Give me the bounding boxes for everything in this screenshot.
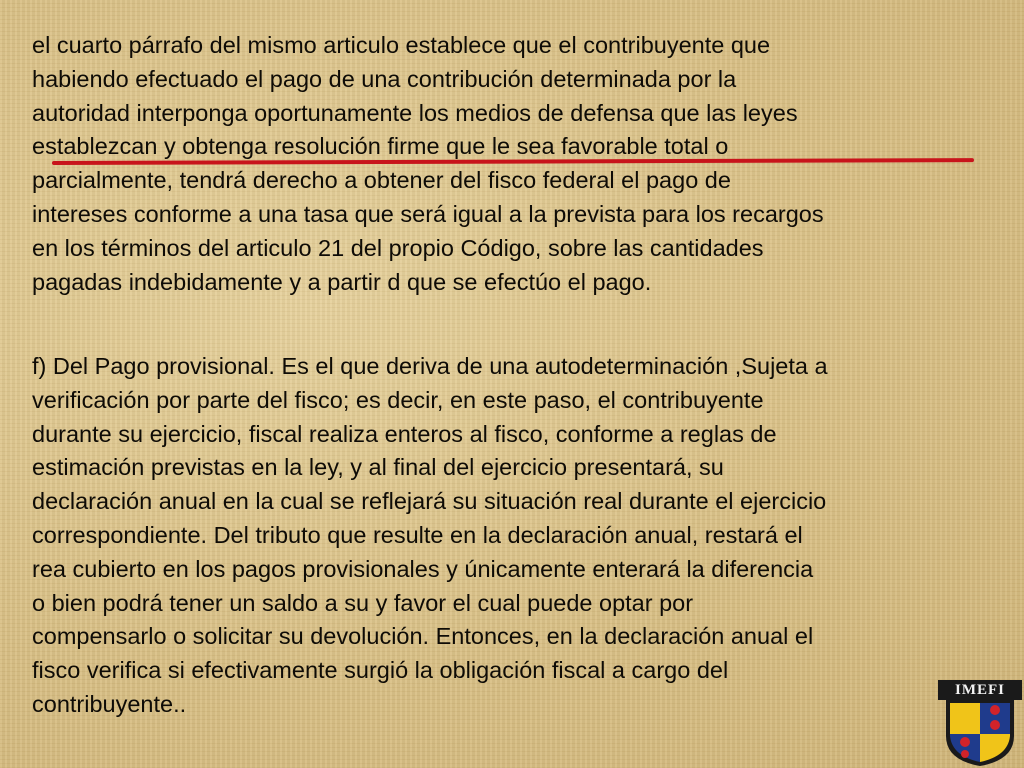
imefi-logo — [938, 680, 1022, 768]
paragraph-pago-provisional: f) Del Pago provisional. Es el que deriva de una autodeterminación ,Sujeta a verificación por parte del fisco; es decir, en este paso, el contribuyente durante su ejercicio, fiscal realiza enteros al fisco, conforme a reglas de estimación previstas en la ley, y al final del ejercicio presentará, su declaración anual en la cual se reflejará su situación real durante el ejercicio correspondiente. Del tributo que resulte en la declaración anual, restará el rea cubierto en los pagos provisionales y únicamente enterará la diferencia o bien podrá tener un saldo a su y favor el cual puede optar por compensarlo o solicitar su devolución. Entonces, en la declaración anual el fisco verifica si efectivamente surgió la obligación fiscal a cargo del contribuyente.. — [32, 353, 828, 717]
paragraph-cuarto-parrafo: el cuarto párrafo del mismo articulo establece que el contribuyente que habiendo efectuado el pago de una contribución determinada por la autoridad interponga oportunamente los medios de defensa que las leyes establezcan y obtenga resolución firme que le sea favorable total o parcialmente, tendrá derecho a obtener del fisco federal el pago de intereses conforme a una tasa que será igual a la prevista para los recargos en los términos del articulo 21 del propio Código, sobre las cantidades pagadas indebidamente y a partir d que se efectúo el pago. — [32, 32, 824, 295]
imefi-shield-logo-icon — [938, 698, 1022, 768]
logo-text: IMEFI — [938, 680, 1022, 700]
